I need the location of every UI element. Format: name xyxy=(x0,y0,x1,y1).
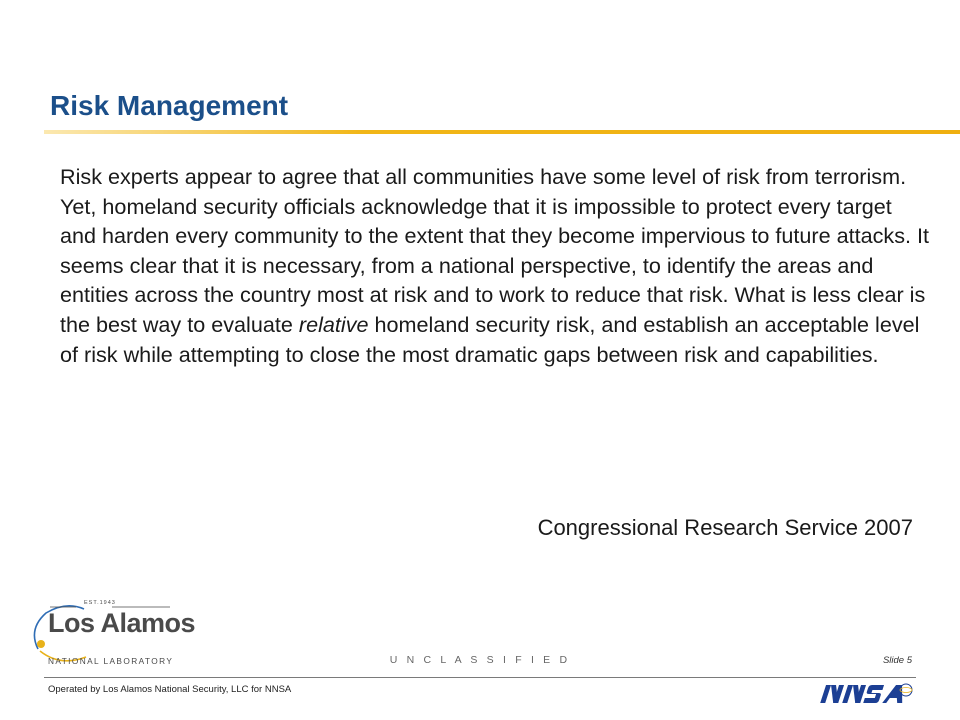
body-text-part-1: Risk experts appear to agree that all communities have some level of risk from terrorism. Yet, homeland security officials acknowledge that it is impossible to protect every target and harden every community to the extent that they become impervious to future attacks. It seems clear that it is necessary, from a national perspective, to identify the areas and entities across the country most at risk and to work to reduce that risk. What is less clear is the best way to evaluate xyxy=(60,164,930,337)
footer-divider xyxy=(44,677,916,678)
operated-by-text: Operated by Los Alamos National Security, LLC for NNSA xyxy=(48,684,292,695)
attribution: Congressional Research Service 2007 xyxy=(537,515,913,540)
logo-name: Los Alamos xyxy=(48,608,196,638)
body-text-part-2: homeland security risk, and establish an acceptable level of risk while attempting to close the most dramatic gaps between risk and capabilities. xyxy=(60,311,920,367)
slide-title: Risk Management xyxy=(50,90,289,121)
classification-label: U N C L A S S I F I E D xyxy=(389,654,571,666)
nnsa-logo-icon xyxy=(820,679,916,709)
slide-number: Slide 5 xyxy=(882,655,912,666)
body-text-emphasis: relative xyxy=(298,311,369,337)
body-paragraph xyxy=(60,162,930,369)
title-underline xyxy=(44,130,960,134)
logo-established: EST.1943 xyxy=(84,600,116,606)
logo-subtitle: NATIONAL LABORATORY xyxy=(48,656,174,666)
